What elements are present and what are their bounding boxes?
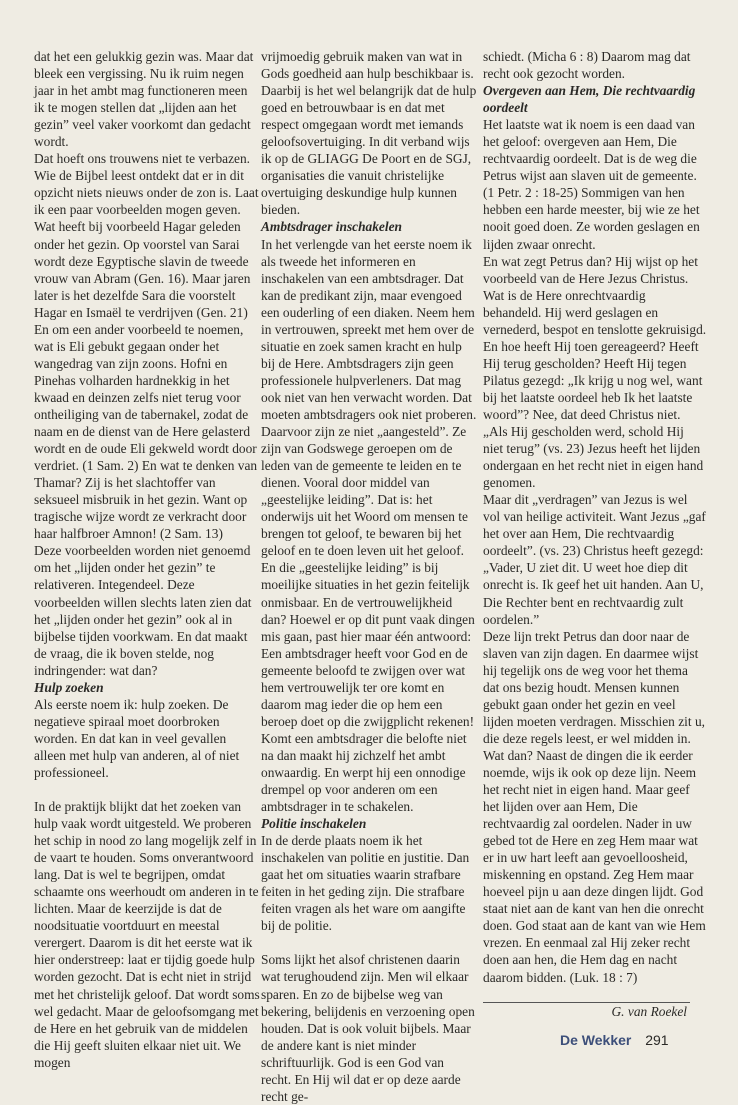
paragraph: schiedt. (Micha 6 : 8) Daarom mag dat recht ook gezocht worden. xyxy=(483,49,691,82)
paragraph: Het laatste wat ik noem is een daad van het geloof: overgeven aan Hem, Die rechtvaardig oordeelt. Dat is de weg die Petrus wijst aan slaven uit de gemeente. (1 Petr. 2 : 18-25) Sommigen van hen hebben een harde meester, bij wie ze het nooit goed doen. Ze worden geslagen en lijden zwaar onrecht. xyxy=(483,117,700,252)
paragraph: dat het een gelukkig gezin was. Maar dat bleek een vergissing. Nu ik ruim negen jaar in het ambt mag functioneren meen ik te mogen stellen dat „lijden aan het gezin” veel vaker voorkomt dan gedacht wordt. xyxy=(34,49,254,150)
section-heading-politie: Politie inschakelen xyxy=(261,816,367,832)
page-number: 291 xyxy=(645,1032,669,1048)
paragraph: vrijmoedig gebruik maken van wat in Gods goedheid aan hulp beschikbaar is. Daarbij is het wel belangrijk dat de hulp goed en betrouwbaar is en dat met respect omgegaan wordt met iemands geloofsovertuiging. In dit verband wijs ik op de GLIAGG De Poort en de SGJ, organisaties die vanuit christelijke overtuiging deskundige hulp kunnen bieden. xyxy=(261,49,477,218)
footer-divider xyxy=(483,1002,690,1003)
paragraph: Soms lijkt het alsof christenen daarin wat terughoudend zijn. Men wil elkaar sparen. En zo de bijbelse weg van bekering, belijdenis en verzoening open houden. Dat is ook voluit bijbels. Maar de andere kant is niet minder schriftuurlijk. God is een God van recht. En Hij wil dat er op deze aarde recht ge- xyxy=(261,952,475,1104)
paragraph: Dat hoeft ons trouwens niet te verbazen. Wie de Bijbel leest ontdekt dat er in dit opzicht niets nieuws onder de zon is. Laat ik een paar voorbeelden mogen geven. Wat heeft bij voorbeeld Hagar geleden onder het gezin. Op voorstel van Sarai wordt deze Egyptische slavin de tweede vrouw van Abram (Gen. 16). Maar jaren later is het dezelfde Sara die voorstelt Hagar en Ismaël te verdrijven (Gen. 21) En om een ander voorbeeld te noemen, wat is Eli gebukt gegaan onder het wangedrag van zijn zoons. Hofni en Pinehas volharden hardnekkig in het kwaad en deinzen zelfs niet terug voor ontheiliging van de tabernakel, zodat de naam en de dienst van de Here gelasterd wordt en de oude Eli gekweld wordt door verdriet. (1 Sam. 2) En wat te denken van Thamar? Zij is het slachtoffer van seksueel misbruik in het gezin. Want op tragische wijze wordt ze verkracht door haar halfbroer Amnon! (2 Sam. 13) xyxy=(34,151,259,542)
section-heading-overgeven: Overgeven aan Hem, Die rechtvaardig oordeelt xyxy=(483,83,696,116)
page-footer xyxy=(560,1032,669,1048)
paragraph: Deze voorbeelden worden niet genoemd om het „lijden onder het gezin” te relativeren. Integendeel. Deze voorbeelden willen slechts laten zien dat het „lijden onder het gezin” ook al in bijbelse tijden voorkwam. En dat maakt de vraag, die ik boven stelde, nog indringender: wat dan? xyxy=(34,543,252,678)
paragraph: Deze lijn trekt Petrus dan door naar de slaven van zijn dagen. En daarmee wijst hij tegelijk ons de weg voor het thema dat ons bezig houdt. Mensen kunnen gebukt gaan onder het gezin en veel lijden moeten verdragen. Misschien zit u, die deze regels leest, er wel midden in. Wat dan? Naast de dingen die ik eerder noemde, wijs ik ook op deze lijn. Neem het recht niet in eigen hand. Maar geef het lijden over aan Hem, Die rechtvaardig zal oordelen. Nader in uw gebed tot de Here en zeg Hem maar wat er in uw hart leeft aan gevoelloosheid, miskenning en opstand. Zeg Hem maar hoeveel pijn u aan deze dingen lijdt. God staat niet aan de kant van hen die onrecht doen. God staat aan de kant van wie Hem vrezen. En eenmaal zal Hij zeker recht doen aan hen, die Hem dag en nacht daarom bidden. (Luk. 18 : 7) xyxy=(483,628,706,985)
paragraph: In de derde plaats noem ik het inschakelen van politie en justitie. Dan gaat het om situaties waarin strafbare feiten in het geding zijn. Die strafbare feiten vragen als het ware om aangifte bij de politie. xyxy=(261,833,470,934)
paragraph: In de praktijk blijkt dat het zoeken van hulp vaak wordt uitgesteld. We proberen het schip in nood zo lang mogelijk zelf in de vaart te houden. Soms onverantwoord lang. Dat is wel te begrijpen, omdat schaamte ons weerhoudt om anderen in te lichten. Maar de keerzijde is dat de noodsituatie voortduurt en meestal verergert. Daarom is dit het eerste wat ik hier onderstreep: laat er tijdig goede hulp worden gezocht. Dat is echt niet in strijd met het christelijk geloof. Dat wordt soms wel gedacht. Maar de geloofsomgang met de Here en het gebruik van de middelen die Hij geeft sluiten elkaar niet uit. We mogen xyxy=(34,799,260,1070)
column-2 xyxy=(261,48,477,1105)
column-3 xyxy=(483,48,707,1020)
author-signature: G. van Roekel xyxy=(611,1003,687,1019)
paragraph: En wat zegt Petrus dan? Hij wijst op het voorbeeld van de Here Jezus Christus. Wat is de Here onrechtvaardig behandeld. Hij werd geslagen en vernederd, bespot en tenslotte gekruisigd. En hoe heeft Hij toen gereageerd? Heeft Hij terug gescholden? Heeft Hij tegen Pilatus gezegd: „Ik krijg u nog wel, want bij het laatste oordeel heb Ik het laatste woord”? Nee, dat deed Christus niet. „Als Hij gescholden werd, schold Hij niet terug” (vs. 23) Jezus heeft het lijden ondergaan en het recht niet in eigen hand genomen. xyxy=(483,253,707,491)
paragraph: Maar dit „verdragen” van Jezus is wel vol van heilige activiteit. Want Jezus „gaf het over aan Hem, Die rechtvaardig oordeelt”. (vs. 23) Christus heeft gezegd: „Vader, U ziet dit. U weet hoe diep dit onrecht is. Ik geef het uit handen. Aan U, Die Rechter bent en rechtvaardig zult oordelen.” xyxy=(483,492,706,627)
paragraph: Als eerste noem ik: hulp zoeken. De negatieve spiraal moet doorbroken worden. En dat kan in veel gevallen alleen met hulp van anderen, al of niet professioneel. xyxy=(34,696,240,780)
magazine-title: De Wekker xyxy=(560,1032,632,1048)
section-heading-hulp-zoeken: Hulp zoeken xyxy=(34,679,104,695)
column-1 xyxy=(34,48,260,1071)
paragraph: In het verlengde van het eerste noem ik als tweede het informeren en inschakelen van een ambtsdrager. Dat kan de predikant zijn, maar evengoed een ouderling of een diaken. Neem hem in vertrouwen, spreekt met hem over de situatie en zoek samen kracht en hulp bij de Here. Ambtsdragers zijn geen professionele hulpverleners. Dat mag ook niet van hen verwacht worden. Dat moeten ambtsdragers ook niet proberen. Daarvoor zijn ze niet „aangesteld”. Ze zijn van Godswege geroepen om de leden van de gemeente te leiden en te dienen. Vooral door middel van „geestelijke leiding”. Dat is: het onderwijs uit het Woord om mensen te brengen tot geloof, te bewaren bij het geloof en te doen leven uit het geloof. En die „geestelijke leiding” is bij moeilijke situaties in het gezin feitelijk onmisbaar. En de vertrouwelijkheid dan? Hoewel er op dit punt vaak dingen mis gaan, past hier maar één antwoord: Een ambtsdrager heeft voor God en de gemeente beloofd te zwijgen over wat hem vertrouwelijk ter ore komt en daarom mag ieder die op hem een beroep doet op die zwijgplicht rekenen! Komt een ambtsdrager die belofte niet na dan maakt hij zichzelf het ambt onwaardig. En werpt hij een onnodige drempel op voor anderen om een ambtsdrager in te schakelen. xyxy=(261,236,477,815)
section-heading-ambtsdrager: Ambtsdrager inschakelen xyxy=(261,219,402,235)
